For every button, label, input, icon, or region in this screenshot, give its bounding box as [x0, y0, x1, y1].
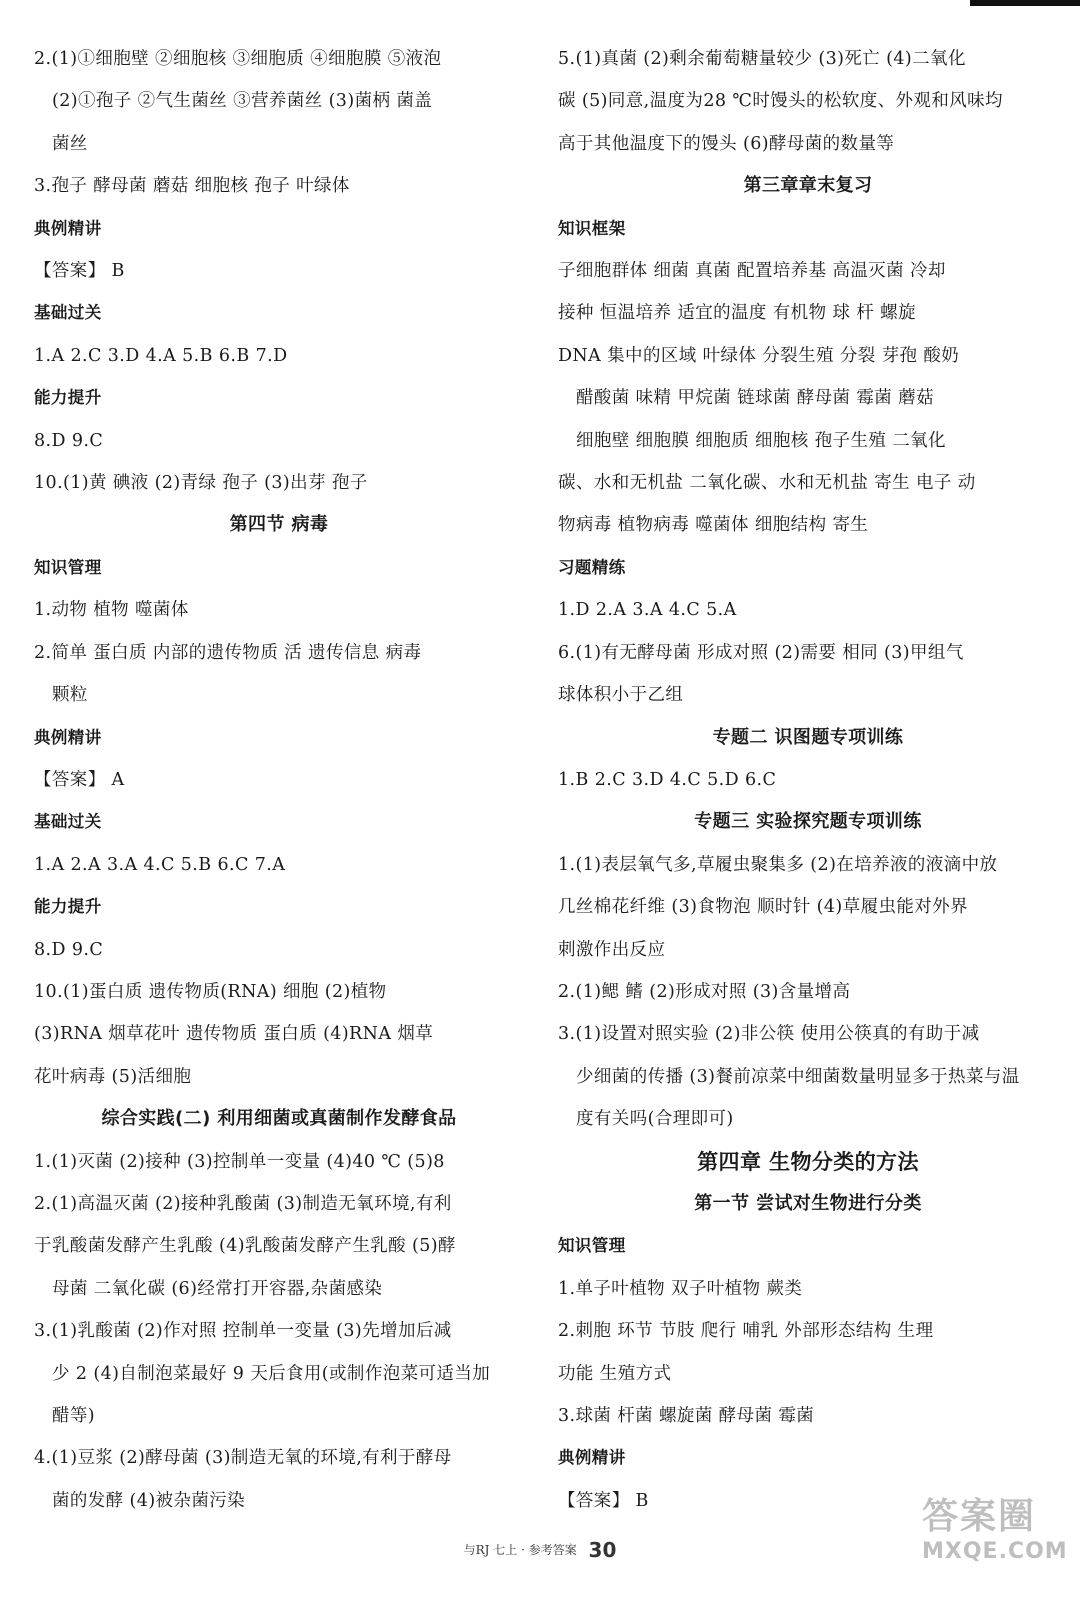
- right-line: 3.球菌 杆菌 螺旋菌 酵母菌 霉菌: [558, 1406, 815, 1426]
- left-line: 基础过关: [34, 303, 102, 323]
- right-line: 第四章 生物分类的方法: [697, 1149, 919, 1174]
- left-line: (2)①孢子 ②气生菌丝 ③营养菌丝 (3)菌柄 菌盖: [52, 91, 433, 112]
- left-line: 少 2 (4)自制泡菜最好 9 天后食用(或制作泡菜可适当加: [52, 1363, 491, 1384]
- right-line: 习题精练: [558, 557, 626, 577]
- left-line: 8.D 9.C: [34, 430, 104, 451]
- right-line: 专题二 识图题专项训练: [712, 726, 904, 748]
- left-line: (3)RNA 烟草花叶 遗传物质 蛋白质 (4)RNA 烟草: [34, 1024, 434, 1045]
- right-line: 【答案】 B: [558, 1490, 649, 1511]
- right-line: 物病毒 植物病毒 噬菌体 细胞结构 寄生: [558, 515, 869, 536]
- left-line: 能力提升: [34, 388, 102, 408]
- left-line: 3.孢子 酵母菌 蘑菇 细胞核 孢子 叶绿体: [34, 176, 350, 197]
- left-line: 4.(1)豆浆 (2)酵母菌 (3)制造无氧的环境,有利于酵母: [34, 1448, 452, 1469]
- right-line: 少细菌的传播 (3)餐前凉菜中细菌数量明显多于热菜与温: [576, 1066, 1020, 1087]
- right-line: 第三章章末复习: [743, 175, 873, 197]
- right-line: 1.B 2.C 3.D 4.C 5.D 6.C: [558, 769, 777, 790]
- right-line: DNA 集中的区域 叶绿体 分裂生殖 分裂 芽孢 酸奶: [558, 345, 960, 366]
- right-line: 碳 (5)同意,温度为28 ℃时馒头的松软度、外观和风味均: [558, 91, 1003, 112]
- right-line: 刺激作出反应: [558, 939, 666, 960]
- left-line: 能力提升: [34, 897, 102, 917]
- left-line: 花叶病毒 (5)活细胞: [34, 1066, 192, 1087]
- page-footer: [0, 1538, 1080, 1562]
- right-line: 几丝棉花纤维 (3)食物泡 顺时针 (4)草履虫能对外界: [558, 897, 968, 918]
- right-line: 1.D 2.A 3.A 4.C 5.A: [558, 600, 737, 621]
- right-column: [558, 38, 1058, 1522]
- left-line: 3.(1)乳酸菌 (2)作对照 控制单一变量 (3)先增加后减: [34, 1321, 452, 1342]
- left-line: 2.(1)高温灭菌 (2)接种乳酸菌 (3)制造无氧环境,有利: [34, 1193, 452, 1214]
- left-line: 8.D 9.C: [34, 939, 104, 960]
- right-line: 2.(1)鳃 鳍 (2)形成对照 (3)含量增高: [558, 981, 851, 1002]
- left-line: 1.动物 植物 噬菌体: [34, 600, 189, 621]
- corner-bar: [970, 0, 1080, 6]
- left-line: 母菌 二氧化碳 (6)经常打开容器,杂菌感染: [52, 1278, 383, 1299]
- right-line: 细胞壁 细胞膜 细胞质 细胞核 孢子生殖 二氧化: [576, 430, 946, 451]
- left-line: 【答案】 A: [34, 769, 125, 790]
- left-line: 2.(1)①细胞壁 ②细胞核 ③细胞质 ④细胞膜 ⑤液泡: [34, 49, 442, 69]
- left-line: 第四节 病毒: [229, 514, 329, 536]
- right-line: 度有关吗(合理即可): [576, 1109, 734, 1130]
- left-line: 于乳酸菌发酵产生乳酸 (4)乳酸菌发酵产生乳酸 (5)酵: [34, 1236, 456, 1257]
- right-line: 3.(1)设置对照实验 (2)非公筷 使用公筷真的有助于减: [558, 1024, 980, 1045]
- left-line: 2.简单 蛋白质 内部的遗传物质 活 遗传信息 病毒: [34, 642, 422, 663]
- left-line: 基础过关: [34, 812, 102, 832]
- left-line: 知识管理: [34, 557, 102, 577]
- right-line: 第一节 尝试对生物进行分类: [694, 1192, 922, 1214]
- left-line: 1.A 2.A 3.A 4.C 5.B 6.C 7.A: [34, 854, 286, 875]
- left-line: 典例精讲: [34, 727, 102, 747]
- right-line: 6.(1)有无酵母菌 形成对照 (2)需要 相同 (3)甲组气: [558, 642, 964, 663]
- left-line: 【答案】 B: [34, 261, 125, 282]
- right-line: 5.(1)真菌 (2)剩余葡萄糖量较少 (3)死亡 (4)二氧化: [558, 49, 966, 69]
- right-line: 1.单子叶植物 双子叶植物 蕨类: [558, 1278, 803, 1299]
- left-column: [34, 38, 524, 1522]
- left-line: 10.(1)黄 碘液 (2)青绿 孢子 (3)出芽 孢子: [34, 473, 368, 494]
- right-line: 知识框架: [558, 218, 626, 238]
- right-line: 球体积小于乙组: [558, 685, 684, 706]
- left-line: 10.(1)蛋白质 遗传物质(RNA) 细胞 (2)植物: [34, 981, 387, 1002]
- left-line: 1.A 2.C 3.D 4.A 5.B 6.B 7.D: [34, 345, 288, 366]
- right-line: 知识管理: [558, 1236, 626, 1256]
- right-line: 高于其他温度下的馒头 (6)酵母菌的数量等: [558, 133, 895, 154]
- watermark-logo: [922, 1488, 1068, 1588]
- footer-label: 与RJ 七上 · 参考答案: [463, 1543, 577, 1557]
- left-line: 醋等): [52, 1406, 96, 1426]
- page-number: 30: [588, 1538, 617, 1562]
- watermark-text-cn: 答案圈: [922, 1496, 1037, 1537]
- right-line: 接种 恒温培养 适宜的温度 有机物 球 杆 螺旋: [558, 303, 916, 324]
- right-line: 典例精讲: [558, 1448, 626, 1468]
- left-line: 菌丝: [52, 133, 88, 154]
- right-line: 1.(1)表层氧气多,草履虫聚集多 (2)在培养液的液滴中放: [558, 854, 998, 875]
- right-line: 子细胞群体 细菌 真菌 配置培养基 高温灭菌 冷却: [558, 261, 946, 282]
- right-line: 醋酸菌 味精 甲烷菌 链球菌 酵母菌 霉菌 蘑菇: [576, 388, 934, 409]
- left-line: 综合实践(二) 利用细菌或真菌制作发酵食品: [101, 1108, 457, 1130]
- left-line: 1.(1)灭菌 (2)接种 (3)控制单一变量 (4)40 ℃ (5)8: [34, 1151, 445, 1172]
- right-line: 功能 生殖方式: [558, 1363, 672, 1384]
- left-line: 典例精讲: [34, 218, 102, 238]
- watermark-text-url: MXQE.COM: [922, 1539, 1068, 1564]
- right-line: 碳、水和无机盐 二氧化碳、水和无机盐 寄生 电子 动: [558, 473, 976, 494]
- right-line: 2.刺胞 环节 节肢 爬行 哺乳 外部形态结构 生理: [558, 1321, 934, 1342]
- left-line: 菌的发酵 (4)被杂菌污染: [52, 1490, 246, 1511]
- right-line: 专题三 实验探究题专项训练: [694, 811, 922, 833]
- left-line: 颗粒: [52, 685, 88, 706]
